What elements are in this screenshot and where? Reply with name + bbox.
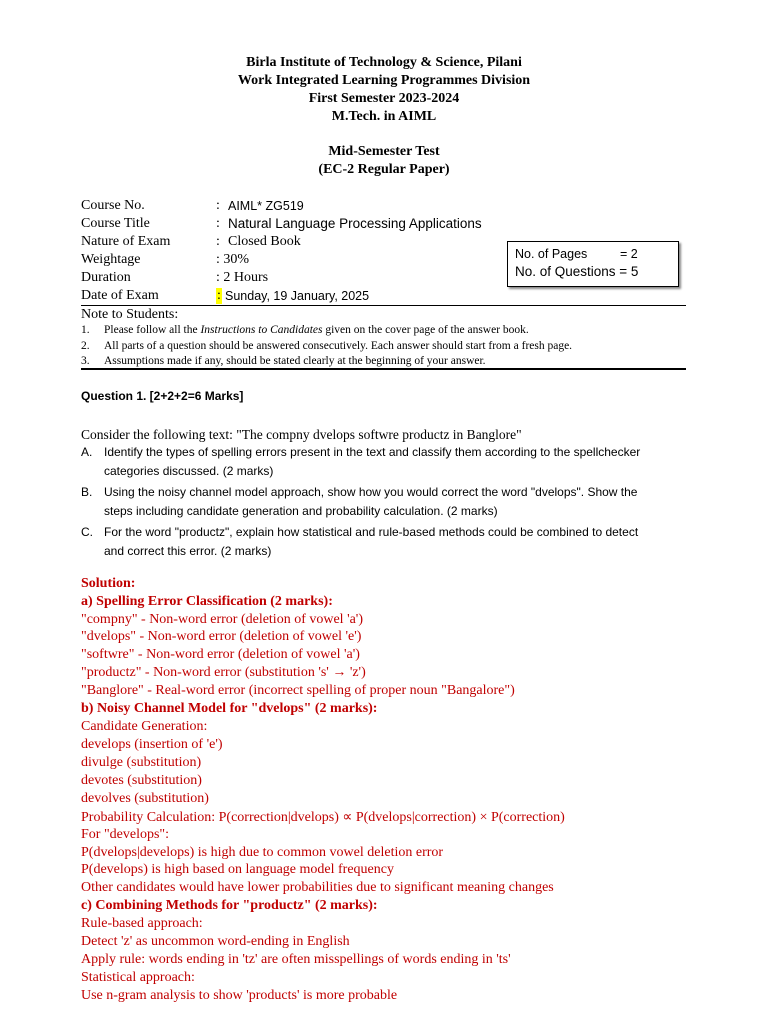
pages-box bbox=[507, 241, 679, 287]
course-title-value: Natural Language Processing Applications bbox=[228, 216, 482, 231]
part-text: steps including candidate generation and probability calculation. (2 marks) bbox=[104, 504, 498, 518]
solution-c-heading: c) Combining Methods for "productz" (2 marks): bbox=[81, 898, 378, 913]
weightage-value: : 30% bbox=[216, 252, 250, 267]
note-number: 1. bbox=[81, 324, 90, 336]
note-italic: Instructions to Candidates bbox=[200, 324, 323, 336]
notes-heading: Note to Students: bbox=[81, 307, 179, 322]
solution-heading: Solution: bbox=[81, 576, 136, 591]
solution-line: Statistical approach: bbox=[81, 970, 195, 985]
solution-line: Candidate Generation: bbox=[81, 719, 208, 734]
note-text: All parts of a question should be answered consecutively. Each answer should start from a fresh page. bbox=[104, 340, 573, 352]
note-text: Assumptions made if any, should be stated clearly at the beginning of your answer. bbox=[104, 355, 486, 367]
solution-b-heading: b) Noisy Channel Model for "dvelops" (2 marks): bbox=[81, 701, 378, 716]
solution-line: "dvelops" - Non-word error (deletion of vowel 'e') bbox=[81, 629, 362, 644]
solution-line: For "develops": bbox=[81, 827, 170, 842]
solution-line: "softwre" - Non-word error (deletion of vowel 'a') bbox=[81, 647, 360, 662]
solution-line: Apply rule: words ending in 'tz' are often misspellings of words ending in 'ts' bbox=[81, 952, 511, 967]
note-item bbox=[81, 340, 572, 352]
divider bbox=[81, 305, 686, 306]
nature-label: Nature of Exam bbox=[81, 234, 171, 249]
division-name: Work Integrated Learning Programmes Division bbox=[237, 73, 531, 88]
part-letter: B. bbox=[81, 485, 93, 499]
semester: First Semester 2023-2024 bbox=[308, 91, 460, 106]
solution-line: "productz" - Non-word error (substitution 's' → 'z') bbox=[81, 665, 366, 680]
solution-line: Probability Calculation: P(correction|dvelops) ∝ P(dvelops|correction) × P(correction) bbox=[81, 810, 565, 825]
divider bbox=[81, 368, 686, 370]
note-number: 3. bbox=[81, 355, 90, 367]
duration-value: : 2 Hours bbox=[216, 270, 269, 285]
program-name: M.Tech. in AIML bbox=[331, 109, 437, 124]
solution-line: Other candidates would have lower probabilities due to significant meaning changes bbox=[81, 880, 554, 895]
solution-line: Use n-gram analysis to show 'products' is more probable bbox=[81, 988, 398, 1003]
solution-line: Detect 'z' as uncommon word-ending in English bbox=[81, 934, 350, 949]
note-item bbox=[81, 355, 486, 367]
colon: : bbox=[216, 198, 220, 213]
weightage-label: Weightage bbox=[81, 252, 141, 267]
note-item bbox=[81, 324, 529, 336]
part-text: and correct this error. (2 marks) bbox=[104, 544, 272, 558]
note-text: given on the cover page of the answer book. bbox=[322, 324, 529, 336]
paper-type: (EC-2 Regular Paper) bbox=[318, 162, 450, 177]
solution-line: devotes (substitution) bbox=[81, 773, 202, 788]
pages-value: = 2 bbox=[620, 247, 638, 261]
nature-value: Closed Book bbox=[228, 234, 301, 249]
part-text: Using the noisy channel model approach, show how you would correct the word "dvelops". Show the bbox=[104, 485, 638, 499]
solution-line: P(develops) is high based on language model frequency bbox=[81, 862, 394, 877]
solution-line: "Banglore" - Real-word error (incorrect spelling of proper noun "Bangalore") bbox=[81, 683, 515, 698]
pages-label: No. of Pages bbox=[515, 247, 588, 261]
colon: : bbox=[216, 234, 220, 249]
part-text: For the word "productz", explain how statistical and rule-based methods could be combined to detect bbox=[104, 525, 639, 539]
part-letter: A. bbox=[81, 445, 93, 459]
note-text: Please follow all the bbox=[104, 324, 201, 336]
colon: : bbox=[216, 216, 220, 231]
course-no-label: Course No. bbox=[81, 198, 145, 213]
solution-a-heading: a) Spelling Error Classification (2 marks): bbox=[81, 594, 333, 609]
solution-line: Rule-based approach: bbox=[81, 916, 203, 931]
solution-line: "compny" - Non-word error (deletion of vowel 'a') bbox=[81, 612, 363, 627]
question-intro: Consider the following text: "The compny dvelops softwre productz in Banglore" bbox=[81, 427, 522, 442]
test-name: Mid-Semester Test bbox=[328, 144, 440, 159]
part-letter: C. bbox=[81, 525, 93, 539]
solution-line: develops (insertion of 'e') bbox=[81, 737, 223, 752]
solution-line: P(dvelops|develops) is high due to common vowel deletion error bbox=[81, 845, 444, 860]
date-value: Sunday, 19 January, 2025 bbox=[225, 289, 370, 303]
part-text: categories discussed. (2 marks) bbox=[104, 464, 274, 478]
questions-count: No. of Questions = 5 bbox=[515, 264, 639, 279]
course-title-label: Course Title bbox=[81, 216, 150, 231]
solution-line: devolves (substitution) bbox=[81, 791, 209, 806]
pages-row bbox=[515, 247, 638, 261]
note-number: 2. bbox=[81, 340, 90, 352]
institute-name: Birla Institute of Technology & Science, Pilani bbox=[246, 55, 522, 70]
question-title: Question 1. [2+2+2=6 Marks] bbox=[81, 389, 244, 403]
date-label: Date of Exam bbox=[81, 288, 159, 303]
course-no-value: AIML* ZG519 bbox=[228, 199, 304, 213]
part-text: Identify the types of spelling errors present in the text and classify them according to the spellchecker bbox=[104, 445, 641, 459]
duration-label: Duration bbox=[81, 270, 131, 285]
solution-line: divulge (substitution) bbox=[81, 755, 202, 770]
date-colon-highlighted: : bbox=[217, 288, 221, 303]
